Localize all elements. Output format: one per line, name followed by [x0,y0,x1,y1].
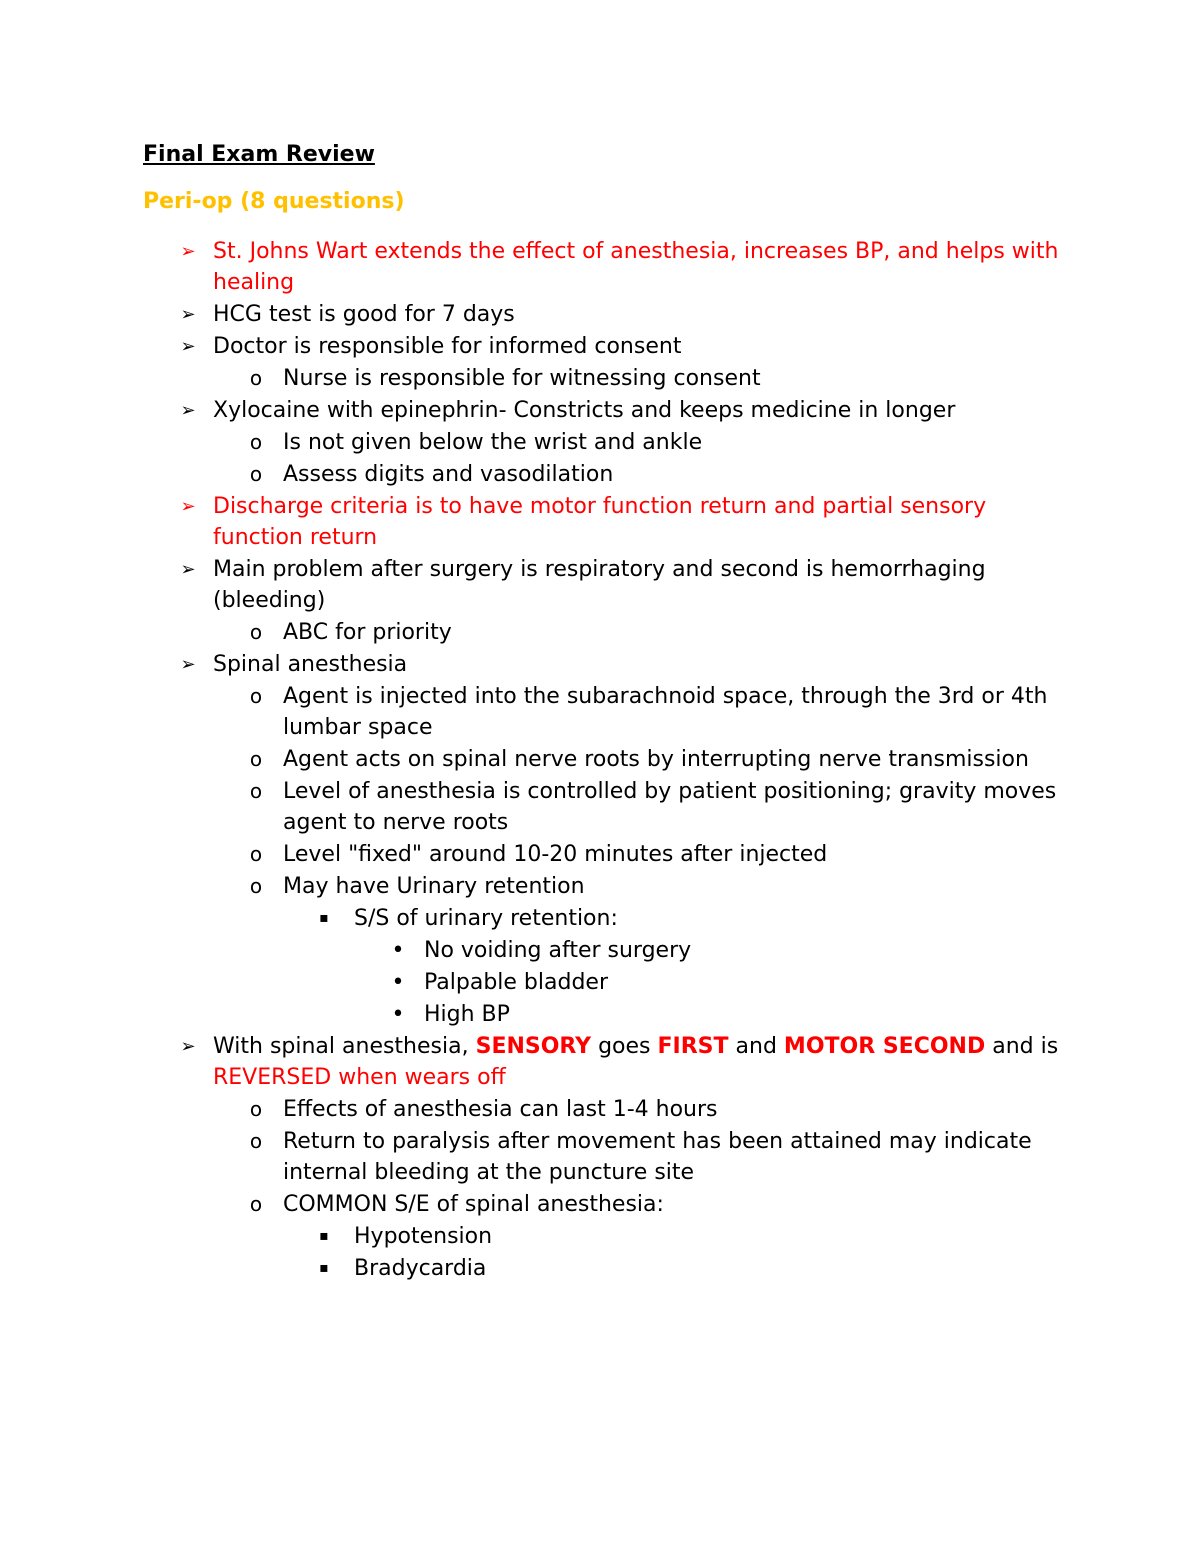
bullet-marker-icon: o [249,874,263,898]
bullet-marker-icon: • [391,938,405,963]
bullet-marker-icon: ➢ [180,559,196,580]
list-item [0,1094,1063,1125]
bullet-marker-icon: ▪ [319,910,329,926]
list-item-text [213,554,1063,616]
bullet-marker-icon: o [249,747,263,771]
list-item-text [283,617,1063,648]
list-item [0,299,1063,330]
text-segment: Agent acts on spinal nerve roots by interrupting nerve transmission [283,747,1029,772]
text-segment: Assess digits and vasodilation [283,462,614,487]
list-item [0,459,1063,490]
list-item [0,363,1063,394]
text-segment: Main problem after surgery is respiratory and second is hemorrhaging (bleeding) [213,557,986,613]
list-item [0,427,1063,458]
list-item-text [213,331,1063,362]
text-segment: Discharge criteria is to have motor function return and partial sensory function return [213,494,987,550]
bullet-marker-icon: o [249,430,263,454]
list-item [0,1031,1063,1093]
bullet-marker-icon: ➢ [180,496,196,517]
list-item-text [283,459,1063,490]
list-item-text [213,1031,1063,1093]
list-item-text [283,1126,1063,1188]
bullet-marker-icon: ➢ [180,400,196,421]
text-segment: No voiding after surgery [424,938,692,963]
text-segment: Return to paralysis after movement has been attained may indicate internal bleeding at the puncture site [283,1129,1032,1185]
text-segment: goes [591,1034,658,1059]
text-segment: Doctor is responsible for informed consent [213,334,682,359]
list-item [0,331,1063,362]
bullet-marker-icon: o [249,1097,263,1121]
list-item-text [213,491,1063,553]
text-segment: HCG test is good for 7 days [213,302,515,327]
list-item [0,617,1063,648]
text-segment: May have Urinary retention [283,874,585,899]
bullet-marker-icon: • [391,970,405,995]
list-item [0,935,1064,966]
list-item-text [354,1221,1054,1252]
bullet-marker-icon: • [391,1002,405,1027]
list-item [0,1253,1054,1284]
text-segment: and is [985,1034,1059,1059]
list-item-text [213,395,1063,426]
list-item-text [213,649,1063,680]
list-item [0,1221,1054,1252]
list-item [0,871,1063,902]
list-item [0,236,1063,298]
list-item-text [283,744,1063,775]
list-item [0,554,1063,616]
text-segment: and [728,1034,784,1059]
document-title: Final Exam Review [143,142,375,167]
text-segment: With spinal anesthesia, [213,1034,476,1059]
bullet-marker-icon: o [249,1192,263,1216]
list-item [0,776,1063,838]
list-item [0,903,1054,934]
text-segment: MOTOR SECOND [783,1034,986,1059]
list-item [0,744,1063,775]
bullet-marker-icon: o [249,779,263,803]
list-item-text [283,427,1063,458]
text-segment: S/S of urinary retention: [354,906,618,931]
list-item-text [424,999,1064,1030]
text-segment: Palpable bladder [424,970,608,995]
bullet-marker-icon: o [249,620,263,644]
text-segment: Spinal anesthesia [213,652,408,677]
bullet-marker-icon: ➢ [180,336,196,357]
text-segment: Is not given below the wrist and ankle [283,430,703,455]
list-item-text [283,839,1063,870]
list-item [0,649,1063,680]
list-item [0,967,1064,998]
bullet-marker-icon: ▪ [319,1260,329,1276]
text-segment: REVERSED when wears off [213,1065,506,1090]
text-segment: ABC for priority [283,620,452,645]
list-item-text [424,967,1064,998]
text-segment: Xylocaine with epinephrin- Constricts and keeps medicine in longer [213,398,956,423]
list-item [0,999,1064,1030]
bullet-marker-icon: o [249,684,263,708]
bullet-marker-icon: ➢ [180,241,196,262]
text-segment: Level "fixed" around 10-20 minutes after injected [283,842,828,867]
bullet-marker-icon: o [249,1129,263,1153]
list-item-text [283,1189,1063,1220]
list-item-text [283,681,1063,743]
bullet-marker-icon: o [249,462,263,486]
section-heading: Peri-op (8 questions) [143,189,405,214]
list-item-text [354,903,1054,934]
list-item-text [354,1253,1054,1284]
list-item-text [283,776,1063,838]
bullet-marker-icon: ▪ [319,1228,329,1244]
bullet-marker-icon: o [249,842,263,866]
text-segment: Nurse is responsible for witnessing consent [283,366,761,391]
list-item [0,491,1063,553]
text-segment: FIRST [657,1034,729,1059]
text-segment: COMMON S/E of spinal anesthesia: [283,1192,664,1217]
list-item [0,1126,1063,1188]
bullet-marker-icon: ➢ [180,304,196,325]
text-segment: Level of anesthesia is controlled by patient positioning; gravity moves agent to nerve roots [283,779,1057,835]
list-item [0,395,1063,426]
text-segment: High BP [424,1002,510,1027]
bullet-list [0,236,1200,1285]
list-item-text [213,299,1063,330]
list-item [0,839,1063,870]
text-segment: Bradycardia [354,1256,487,1281]
text-segment: SENSORY [475,1034,592,1059]
list-item-text [283,1094,1063,1125]
bullet-marker-icon: o [249,366,263,390]
text-segment: Hypotension [354,1224,493,1249]
list-item-text [283,871,1063,902]
list-item-text [424,935,1064,966]
list-item [0,681,1063,743]
list-item-text [213,236,1063,298]
text-segment: Agent is injected into the subarachnoid space, through the 3rd or 4th lumbar space [283,684,1048,740]
list-item [0,1189,1063,1220]
bullet-marker-icon: ➢ [180,654,196,675]
text-segment: St. Johns Wart extends the effect of anesthesia, increases BP, and helps with healing [213,239,1059,295]
bullet-marker-icon: ➢ [180,1036,196,1057]
list-item-text [283,363,1063,394]
text-segment: Effects of anesthesia can last 1-4 hours [283,1097,718,1122]
